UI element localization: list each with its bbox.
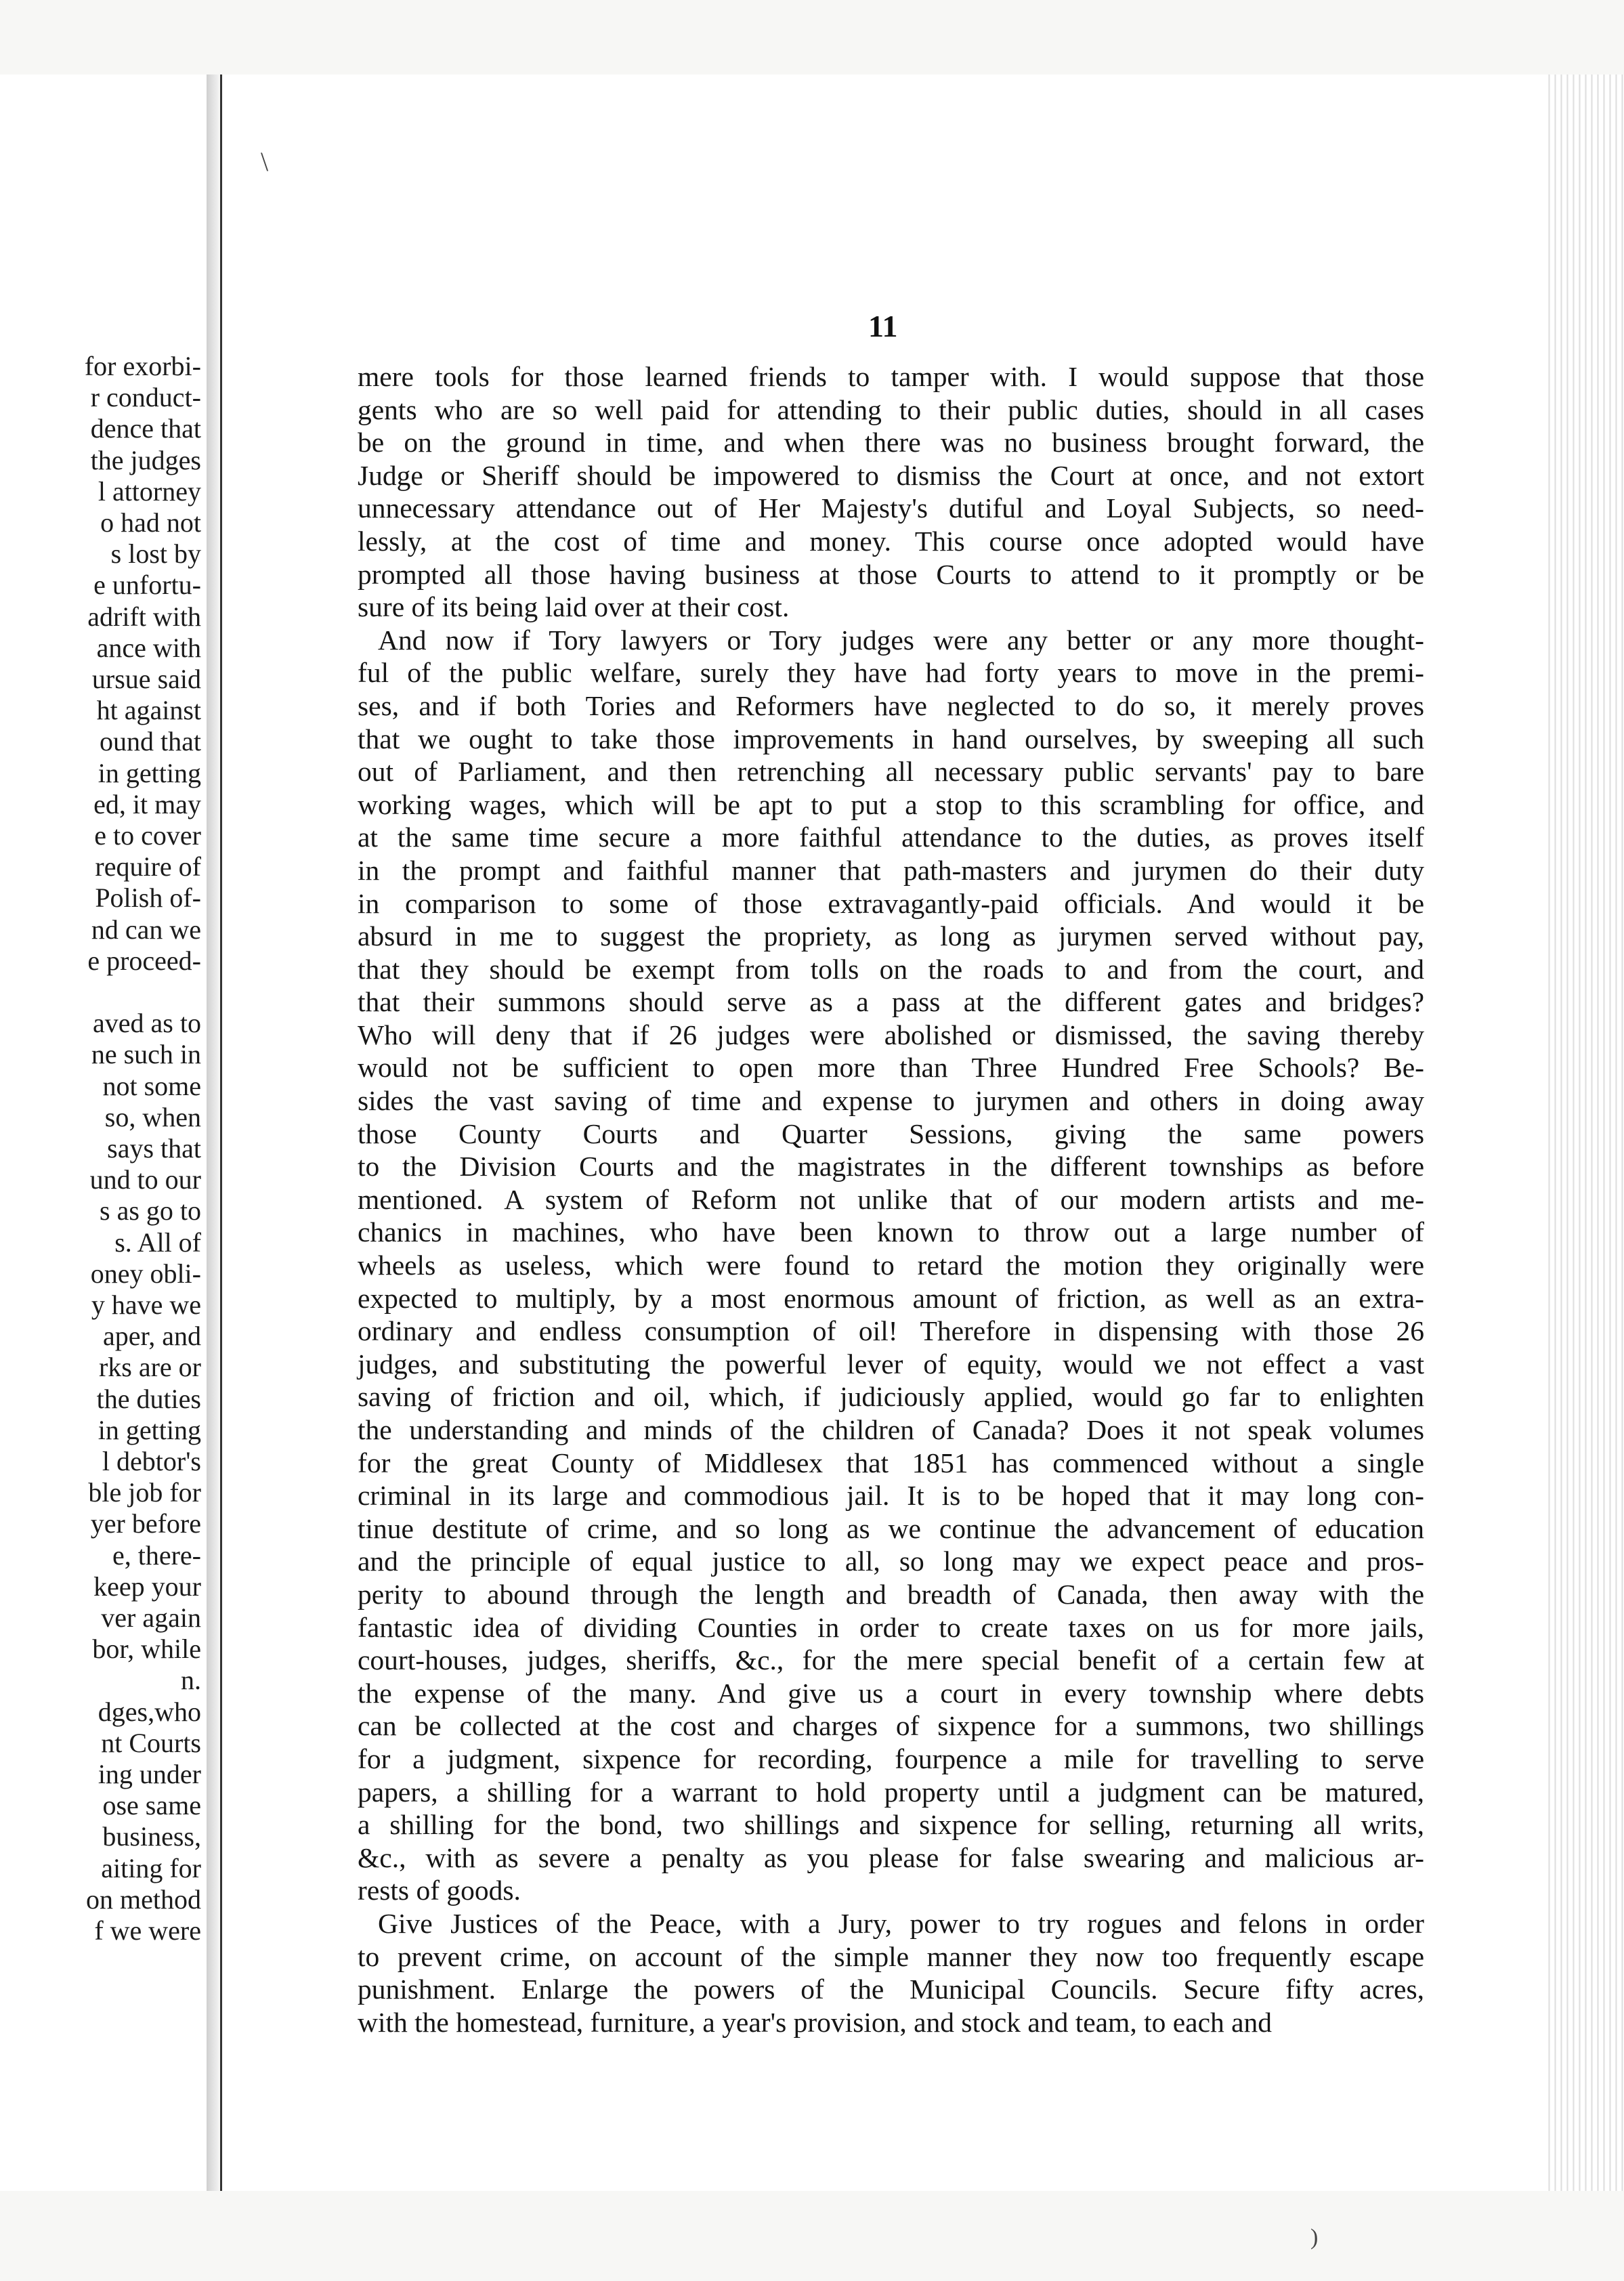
left-page-line: rks are or bbox=[98, 1352, 201, 1383]
text-line: working wages, which will be apt to put a stop to this scrambling for office, and bbox=[358, 788, 1424, 820]
left-page-line: the duties bbox=[96, 1383, 201, 1414]
text-line: that we ought to take those improvements in hand ourselves, by sweeping all such bbox=[358, 723, 1424, 754]
text-line: the expense of the many. And give us a court in every township where debts bbox=[358, 1677, 1424, 1709]
left-page-line: y have we bbox=[91, 1289, 201, 1320]
page-number: 11 bbox=[868, 309, 898, 343]
left-page-line: nt Courts bbox=[101, 1727, 201, 1758]
left-page-line: bor, while bbox=[92, 1634, 201, 1665]
left-facing-page bbox=[0, 74, 209, 2191]
text-line: papers, a shilling for a warrant to hold property until a judgment can be matured, bbox=[358, 1776, 1424, 1808]
text-line: Give Justices of the Peace, with a Jury, power to try rogues and felons in order bbox=[378, 1907, 1424, 1939]
left-page-line: nd can we bbox=[91, 914, 201, 945]
left-page-line: s. All of bbox=[114, 1227, 201, 1258]
left-page-line: so, when bbox=[104, 1101, 201, 1132]
left-page-line: dges,who bbox=[98, 1696, 201, 1727]
left-page-line: in getting bbox=[98, 757, 201, 788]
text-line: can be collected at the cost and charges of sixpence for a summons, two shillings bbox=[358, 1710, 1424, 1742]
left-page-line: l debtor's bbox=[102, 1446, 201, 1476]
text-line: and the principle of equal justice to all, so long may we expect peace and pros- bbox=[358, 1545, 1424, 1577]
text-line: lessly, at the cost of time and money. This course once adopted would have bbox=[358, 525, 1424, 557]
paragraph bbox=[358, 624, 1424, 1907]
left-page-line: s lost by bbox=[110, 538, 201, 570]
text-line: those County Courts and Quarter Sessions, giving the same powers bbox=[358, 1117, 1424, 1149]
left-page-line: o had not bbox=[100, 507, 201, 538]
left-page-line: ance with bbox=[96, 632, 201, 663]
left-page-line: Polish of- bbox=[95, 882, 201, 914]
left-page-line: ht against bbox=[96, 695, 201, 726]
page-edges bbox=[1544, 74, 1624, 2191]
page-gutter bbox=[207, 74, 219, 2191]
left-page-line: l attorney bbox=[98, 475, 201, 507]
text-line: be on the ground in time, and when there was no business brought forward, the bbox=[358, 427, 1424, 459]
text-line: sure of its being laid over at their cost. bbox=[358, 591, 790, 623]
left-page-line: ing under bbox=[98, 1759, 201, 1789]
text-line: mere tools for those learned friends to tamper with. I would suppose that those bbox=[358, 361, 1424, 392]
text-line: out of Parliament, and then retrenching all necessary public servants' pay to bare bbox=[358, 756, 1424, 788]
text-line: saving of friction and oil, which, if judiciously applied, would go far to enlighten bbox=[358, 1381, 1424, 1413]
text-line: to the Division Courts and the magistrates in the different townships as before bbox=[358, 1151, 1424, 1182]
text-line: ordinary and endless consumption of oil! Therefore in dispensing with those 26 bbox=[358, 1315, 1424, 1347]
text-line: a shilling for the bond, two shillings and sixpence for selling, returning all writs, bbox=[358, 1809, 1424, 1841]
left-page-line: on method bbox=[86, 1883, 201, 1915]
text-line: Judge or Sheriff should be impowered to dismiss the Court at once, and not extort bbox=[358, 459, 1424, 491]
text-line: prompted all those having business at those Courts to attend to it promptly or be bbox=[358, 558, 1424, 590]
text-line: rests of goods. bbox=[358, 1875, 521, 1906]
left-page-line: oney obli- bbox=[90, 1258, 201, 1289]
left-page-line: s as go to bbox=[100, 1195, 201, 1227]
text-line: wheels as useless, which were found to retard the motion they originally were bbox=[358, 1250, 1424, 1281]
stray-mark: \ bbox=[261, 146, 269, 177]
text-line: that their summons should serve as a pass at the different gates and bridges? bbox=[358, 986, 1424, 1018]
left-page-line: aved as to bbox=[93, 1008, 201, 1039]
text-line: fantastic idea of dividing Counties in order to create taxes on us for more jails, bbox=[358, 1611, 1424, 1643]
text-line: at the same time secure a more faithful attendance to the duties, as proves itself bbox=[358, 822, 1424, 853]
text-line: unnecessary attendance out of Her Majesty's dutiful and Loyal Subjects, so need- bbox=[358, 492, 1424, 524]
left-page-line: e to cover bbox=[94, 820, 201, 851]
left-page-line: require of bbox=[95, 851, 201, 882]
left-page-line: for exorbi- bbox=[84, 351, 201, 381]
text-line: ful of the public welfare, surely they have had forty years to move in the premi- bbox=[358, 657, 1424, 689]
left-page-line: ne such in bbox=[91, 1039, 201, 1070]
text-line: to prevent crime, on account of the simple manner they now too frequently escape bbox=[358, 1940, 1424, 1972]
left-page-line: in getting bbox=[98, 1414, 201, 1445]
text-line: court-houses, judges, sheriffs, &c., for the mere special benefit of a certain few at bbox=[358, 1644, 1424, 1676]
text-line: for the great County of Middlesex that 1851 has commenced without a single bbox=[358, 1447, 1424, 1478]
stray-mark: ) bbox=[1310, 2225, 1319, 2250]
text-line: that they should be exempt from tolls on the roads to and from the court, and bbox=[358, 953, 1424, 985]
text-line: expected to multiply, by a most enormous amount of friction, as well as an extra- bbox=[358, 1282, 1424, 1314]
text-line: chanics in machines, who have been known to throw out a large number of bbox=[358, 1216, 1424, 1248]
left-page-line: yer before bbox=[90, 1508, 201, 1539]
text-line: the understanding and minds of the children of Canada? Does it not speak volumes bbox=[358, 1414, 1424, 1445]
left-page-line: e, there- bbox=[112, 1539, 201, 1571]
text-line: perity to abound through the length and breadth of Canada, then away with the bbox=[358, 1578, 1424, 1610]
left-page-line: e proceed- bbox=[87, 945, 201, 976]
text-line: punishment. Enlarge the powers of the Municipal Councils. Secure fifty acres, bbox=[358, 1974, 1424, 2005]
text-line: criminal in its large and commodious jail. It is to be hoped that it may long con- bbox=[358, 1480, 1424, 1512]
text-line: would not be sufficient to open more than Three Hundred Free Schools? Be- bbox=[358, 1052, 1424, 1084]
text-line: And now if Tory lawyers or Tory judges were any better or any more thought- bbox=[378, 624, 1424, 656]
text-line: ses, and if both Tories and Reformers have neglected to do so, it merely proves bbox=[358, 689, 1424, 721]
left-page-line: ursue said bbox=[91, 664, 201, 694]
paragraph bbox=[358, 1907, 1424, 2039]
left-page-line: r conduct- bbox=[90, 382, 201, 413]
left-page-line: und to our bbox=[89, 1164, 201, 1195]
left-page-line: aper, and bbox=[103, 1321, 201, 1352]
text-line: with the homestead, furniture, a year's provision, and stock and team, to each and bbox=[358, 2006, 1273, 2038]
left-page-line: the judges bbox=[90, 444, 201, 475]
left-page-line: says that bbox=[107, 1133, 201, 1164]
body-text bbox=[358, 360, 1424, 2039]
text-line: absurd in me to suggest the propriety, as long as jurymen served without pay, bbox=[358, 920, 1424, 952]
text-line: &c., with as severe a penalty as you please for false swearing and malicious ar- bbox=[358, 1841, 1424, 1873]
text-line: for a judgment, sixpence for recording, fourpence a mile for travelling to serve bbox=[358, 1743, 1424, 1774]
text-line: Who will deny that if 26 judges were abolished or dismissed, the saving thereby bbox=[358, 1019, 1424, 1050]
left-page-line: ed, it may bbox=[93, 788, 201, 819]
left-page-line: ver again bbox=[101, 1602, 201, 1633]
text-line: in comparison to some of those extravagantly-paid officials. And would it be bbox=[358, 887, 1424, 919]
paragraph bbox=[358, 360, 1424, 624]
left-page-line: aiting for bbox=[101, 1852, 201, 1883]
left-page-line: adrift with bbox=[87, 601, 201, 632]
left-page-line: n. bbox=[181, 1665, 201, 1696]
left-page-line: not some bbox=[102, 1070, 201, 1101]
left-page-line: business, bbox=[102, 1821, 201, 1852]
text-line: tinue destitute of crime, and so long as we continue the advancement of education bbox=[358, 1512, 1424, 1544]
text-line: judges, and substituting the powerful lever of equity, would we not effect a vast bbox=[358, 1348, 1424, 1380]
left-page-line: ble job for bbox=[88, 1477, 201, 1508]
text-line: mentioned. A system of Reform not unlike that of our modern artists and me- bbox=[358, 1183, 1424, 1215]
text-line: gents who are so well paid for attending to their public duties, should in all cases bbox=[358, 393, 1424, 425]
left-page-line: ound that bbox=[100, 726, 201, 757]
left-page-line: keep your bbox=[93, 1571, 201, 1602]
left-page-line: ose same bbox=[102, 1790, 201, 1821]
text-line: sides the vast saving of time and expense to jurymen and others in doing away bbox=[358, 1085, 1424, 1117]
left-page-line: dence that bbox=[90, 413, 201, 444]
left-page-line: f we were bbox=[94, 1915, 201, 1946]
left-page-line: e unfortu- bbox=[93, 570, 201, 601]
text-line: in the prompt and faithful manner that path-masters and jurymen do their duty bbox=[358, 854, 1424, 886]
